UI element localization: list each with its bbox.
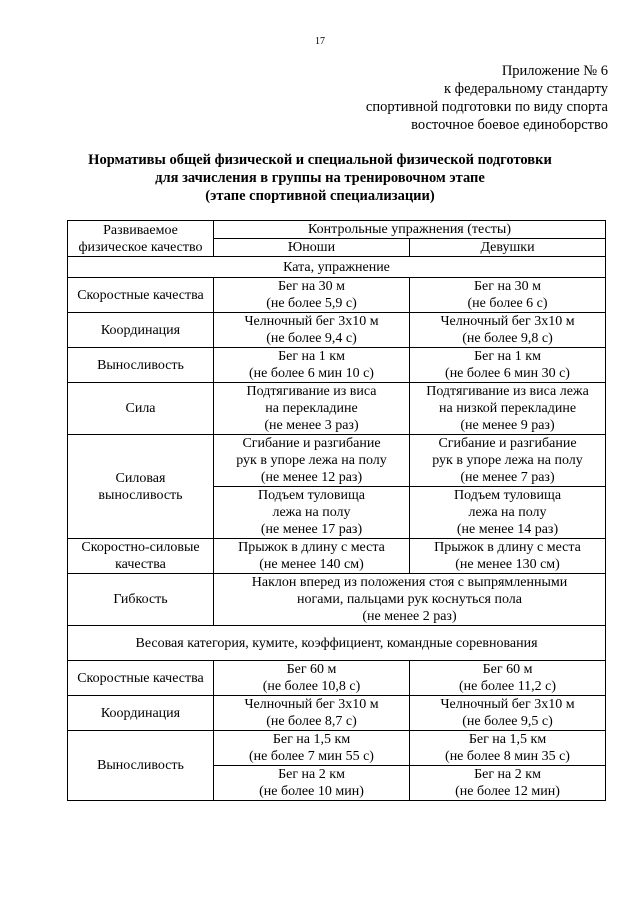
girls-norm-cell [410,696,606,731]
page-number: 17 [315,36,325,47]
table-row [68,661,606,696]
quality-cell: Скоростные качества [68,661,214,696]
norm-text: (не менее 140 см) [259,557,364,572]
norm-text: Подтягивание из виса лежа [426,384,589,399]
norm-text: (не более 5,9 с) [266,296,357,311]
norm-text: (не более 6 с) [467,296,548,311]
boys-norm-cell [214,661,410,696]
norm-text: Сгибание и разгибание [438,436,577,451]
norm-text: Сгибание и разгибание [242,436,381,451]
boys-norm-cell [214,487,410,539]
boys-norm-cell [214,278,410,313]
quality-cell: Скоростные качества [68,278,214,313]
table-row [68,278,606,313]
norm-text: (не менее 12 раз) [260,470,363,485]
header-text: Развиваемое [103,222,178,238]
section-title-kata: Ката, упражнение [68,257,606,278]
table-row [68,574,606,626]
boys-norm-cell [214,348,410,383]
norm-text: (не более 7 мин 55 с) [249,749,374,764]
norm-text: (не менее 14 раз) [456,522,559,537]
appendix-line: Приложение № 6 [501,63,608,79]
combined-norm-cell [214,574,606,626]
boys-norm-cell [214,731,410,766]
girls-norm-cell [410,487,606,539]
norm-text: (не более 6 мин 10 с) [249,366,374,381]
section-row [68,626,606,661]
norm-text: Бег 60 м [482,662,533,677]
norm-text: Челночный бег 3х10 м [244,314,379,329]
norm-text: Бег на 30 м [277,279,346,294]
norm-text: (не более 11,2 с) [458,679,557,694]
table-row [68,435,606,487]
girls-norm-cell [410,348,606,383]
girls-norm-cell [410,383,606,435]
quality-cell: Сила [68,383,214,435]
norm-text: (не более 8,7 с) [266,714,357,729]
norm-text: Прыжок в длину с места [238,540,385,555]
norm-text: (не менее 7 раз) [460,470,555,485]
norm-text: (не более 9,8 с) [462,331,553,346]
quality-text: качества [115,557,166,572]
norm-text: Прыжок в длину с места [434,540,581,555]
norm-text: Бег на 1,5 км [468,732,547,747]
header-quality-cell [68,221,214,257]
appendix-line: восточное боевое единоборство [411,117,608,133]
boys-norm-cell [214,313,410,348]
norm-text: Бег на 1 км [474,349,541,364]
norm-text: Челночный бег 3х10 м [440,697,575,712]
girls-norm-cell [410,731,606,766]
boys-norm-cell [214,539,410,574]
quality-cell [68,539,214,574]
norm-text: рук в упоре лежа на полу [236,453,387,468]
norm-text: (не более 8 мин 35 с) [445,749,570,764]
boys-norm-cell [214,435,410,487]
norm-text: (не более 10 мин) [259,784,364,799]
quality-text: выносливость [98,487,183,503]
boys-norm-cell [214,766,410,801]
table-row [68,696,606,731]
norm-text: Бег на 1 км [278,349,345,364]
girls-norm-cell [410,313,606,348]
appendix-line: к федеральному стандарту [444,81,608,97]
boys-norm-cell [214,696,410,731]
norm-text: на перекладине [265,401,358,416]
norm-text: Бег на 1,5 км [272,732,351,747]
norm-text: (не менее 17 раз) [260,522,363,537]
norm-text: Бег на 2 км [278,767,345,782]
table-row [68,313,606,348]
table-row [68,348,606,383]
table-row [68,539,606,574]
norm-text: (не менее 2 раз) [362,609,457,624]
norm-text: рук в упоре лежа на полу [432,453,583,468]
title-line: Нормативы общей физической и специальной физической подготовки [88,152,552,168]
standards-table [67,220,606,801]
girls-norm-cell [410,539,606,574]
girls-norm-cell [410,435,606,487]
norm-text: Челночный бег 3х10 м [244,697,379,712]
norm-text: лежа на полу [272,505,351,520]
norm-text: Наклон вперед из положения стоя с выпрямленными [251,575,568,590]
norm-text: (не более 6 мин 30 с) [445,366,570,381]
norm-text: Бег на 30 м [473,279,542,294]
norm-text: на низкой перекладине [438,401,577,416]
norm-text: лежа на полу [468,505,547,520]
table-row [68,383,606,435]
header-girls-cell: Девушки [410,239,606,257]
norm-text: Бег 60 м [286,662,337,677]
girls-norm-cell [410,278,606,313]
boys-norm-cell [214,383,410,435]
norm-text: (не более 9,4 с) [266,331,357,346]
norm-text: (не менее 9 раз) [460,418,555,433]
table-row [68,731,606,766]
appendix-line: спортивной подготовки по виду спорта [365,99,608,115]
quality-cell: Выносливость [68,731,214,801]
appendix-header [366,62,608,134]
header-tests-cell: Контрольные упражнения (тесты) [214,221,606,239]
section-title-kumite: Весовая категория, кумите, коэффициент, командные соревнования [68,626,606,661]
norm-text: (не менее 130 см) [455,557,560,572]
girls-norm-cell [410,766,606,801]
header-row [68,221,606,239]
norm-text: (не более 10,8 с) [262,679,361,694]
section-row [68,257,606,278]
quality-cell: Координация [68,313,214,348]
title-line: для зачисления в группы на тренировочном этапе [155,170,485,186]
norm-text: Подтягивание из виса [246,384,377,399]
document-title [0,151,640,205]
norm-text: (не менее 3 раз) [264,418,359,433]
norm-text: Челночный бег 3х10 м [440,314,575,329]
quality-text: Силовая [115,470,166,486]
norm-text: Подъем туловища [257,488,366,503]
norm-text: Бег на 2 км [474,767,541,782]
title-line: (этапе спортивной специализации) [205,188,435,204]
header-text: физическое качество [78,239,203,255]
norm-text: (не более 9,5 с) [462,714,553,729]
norm-text: ногами, пальцами рук коснуться пола [297,592,522,607]
quality-text: Скоростно-силовые [81,540,200,555]
quality-cell [68,435,214,539]
quality-cell: Координация [68,696,214,731]
header-boys-cell: Юноши [214,239,410,257]
norm-text: Подъем туловища [453,488,562,503]
norm-text: (не более 12 мин) [455,784,560,799]
girls-norm-cell [410,661,606,696]
quality-cell: Выносливость [68,348,214,383]
quality-cell: Гибкость [68,574,214,626]
